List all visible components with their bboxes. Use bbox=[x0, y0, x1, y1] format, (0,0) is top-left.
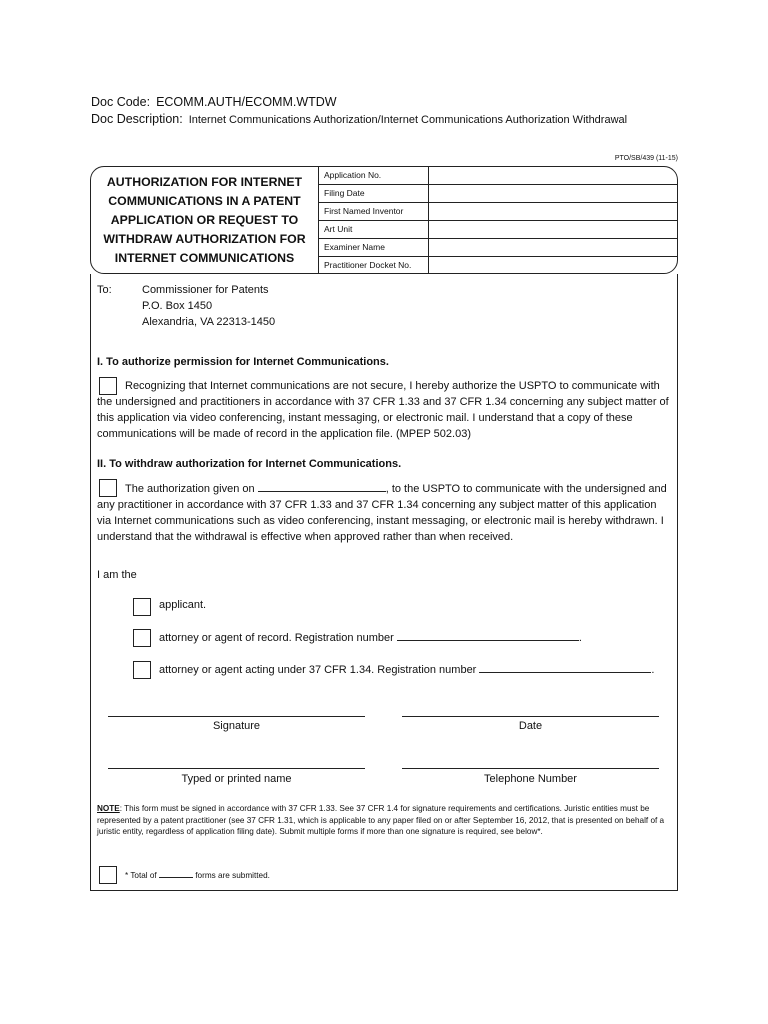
attorney-of-record-label: attorney or agent of record. Registration number bbox=[159, 632, 394, 644]
attorney-acting-checkbox[interactable] bbox=[133, 661, 151, 679]
form-title: AUTHORIZATION FOR INTERNET COMMUNICATIONS IN A PATENT APPLICATION OR REQUEST TO WITHDRAW AUTHORIZATION FOR INTERNET COMMUNICATIONS bbox=[91, 167, 319, 273]
address-line-3: Alexandria, VA 22313-1450 bbox=[142, 316, 276, 328]
telephone-line[interactable] bbox=[402, 768, 659, 769]
doc-code-value: ECOMM.AUTH/ECOMM.WTDW bbox=[156, 95, 337, 109]
note-text bbox=[97, 803, 667, 838]
field-row-examiner-name bbox=[319, 239, 677, 257]
field-row-practitioner-docket-no bbox=[319, 257, 677, 274]
practitioner-docket-no-field[interactable] bbox=[429, 257, 677, 274]
attorney-acting-option: attorney or agent acting under 37 CFR 1.34. Registration number . bbox=[159, 664, 655, 676]
registration-number-blank[interactable] bbox=[397, 630, 579, 641]
to-label: To: bbox=[97, 284, 112, 296]
telephone-label: Telephone Number bbox=[484, 773, 577, 785]
field-label: Application No. bbox=[319, 167, 429, 184]
field-label: Examiner Name bbox=[319, 239, 429, 256]
section-2-heading: II. To withdraw authorization for Internet Communications. bbox=[97, 458, 402, 470]
authorization-date-blank[interactable] bbox=[258, 481, 386, 492]
field-label: Filing Date bbox=[319, 185, 429, 202]
total-forms-checkbox[interactable] bbox=[99, 866, 117, 884]
address-line-2: P.O. Box 1450 bbox=[142, 300, 213, 312]
printed-name-line[interactable] bbox=[108, 768, 365, 769]
attorney-of-record-checkbox[interactable] bbox=[133, 629, 151, 647]
field-row-filing-date bbox=[319, 185, 677, 203]
form-id: PTO/SB/439 (11-15) bbox=[614, 155, 678, 162]
total-forms-text bbox=[125, 869, 270, 882]
section-1-text: Recognizing that Internet communications are not secure, I hereby authorize the USPTO to communicate with the undersigned and practitioners in accordance with 37 CFR 1.33 and 37 CFR 1.34 concerning any subject matter of this application via video conferencing, instant messaging, or electronic mail. I understand that a copy of these communications will be made of record in the application file. (MPEP 502.03) bbox=[97, 380, 669, 440]
address-line-1: Commissioner for Patents bbox=[142, 284, 269, 296]
applicant-option-label: applicant. bbox=[159, 599, 207, 611]
attorney-acting-label: attorney or agent acting under 37 CFR 1.34. Registration number bbox=[159, 664, 477, 676]
section-2-text bbox=[97, 481, 669, 545]
attorney-of-record-option: attorney or agent of record. Registration number . bbox=[159, 632, 582, 644]
doc-description bbox=[91, 112, 627, 126]
field-label: Practitioner Docket No. bbox=[319, 257, 429, 274]
section-1-heading: I. To authorize permission for Internet Communications. bbox=[97, 356, 389, 368]
signature-label: Signature bbox=[212, 720, 261, 732]
total-forms-after: forms are submitted. bbox=[195, 871, 270, 880]
art-unit-field[interactable] bbox=[429, 221, 677, 238]
field-row-art-unit bbox=[319, 221, 677, 239]
field-row-application-no bbox=[319, 167, 677, 185]
date-line[interactable] bbox=[402, 716, 659, 717]
doc-description-value: Internet Communications Authorization/Internet Communications Authorization Withdrawal bbox=[188, 114, 628, 126]
doc-code-label: Doc Code: bbox=[91, 95, 151, 109]
i-am-the-label: I am the bbox=[97, 569, 137, 581]
filing-date-field[interactable] bbox=[429, 185, 677, 202]
doc-description-label: Doc Description: bbox=[91, 112, 183, 126]
application-info-table bbox=[319, 167, 677, 273]
applicant-checkbox[interactable] bbox=[133, 598, 151, 616]
total-forms-before: * Total of bbox=[125, 871, 157, 880]
note-lead: NOTE bbox=[97, 804, 120, 813]
section-2-text-after: , to the USPTO to communicate with the undersigned and any practitioner in accordance with 37 CFR 1.33 and 37 CFR 1.34 concerning any subject matter of this application via Internet communications such as video conferencing, instant messaging, or electronic mail is hereby withdrawn. I understand that the withdrawal is effective when approved rather than when received. bbox=[97, 483, 667, 543]
doc-code bbox=[91, 95, 337, 109]
examiner-name-field[interactable] bbox=[429, 239, 677, 256]
date-label: Date bbox=[518, 720, 543, 732]
field-label: Art Unit bbox=[319, 221, 429, 238]
registration-number-acting-blank[interactable] bbox=[479, 662, 651, 673]
field-label: First Named Inventor bbox=[319, 203, 429, 220]
note-body: : This form must be signed in accordance with 37 CFR 1.33. See 37 CFR 1.4 for signature requirements and certifications. Juristic entities must be represented by a patent practitioner (see 37 CFR 1.31, which is applicable to any paper filed on or after September 16, 2012, that is presented on behalf of a juristic entity, regardless of application filing date). Submit multiple forms if more than one signature is required, see below*. bbox=[97, 804, 665, 836]
printed-name-label: Typed or printed name bbox=[181, 773, 292, 785]
field-row-first-named-inventor bbox=[319, 203, 677, 221]
header-box bbox=[90, 166, 678, 274]
section-2-text-before: The authorization given on bbox=[125, 483, 255, 495]
first-named-inventor-field[interactable] bbox=[429, 203, 677, 220]
total-forms-count-blank[interactable] bbox=[159, 869, 193, 878]
signature-line[interactable] bbox=[108, 716, 365, 717]
application-no-field[interactable] bbox=[429, 167, 677, 184]
